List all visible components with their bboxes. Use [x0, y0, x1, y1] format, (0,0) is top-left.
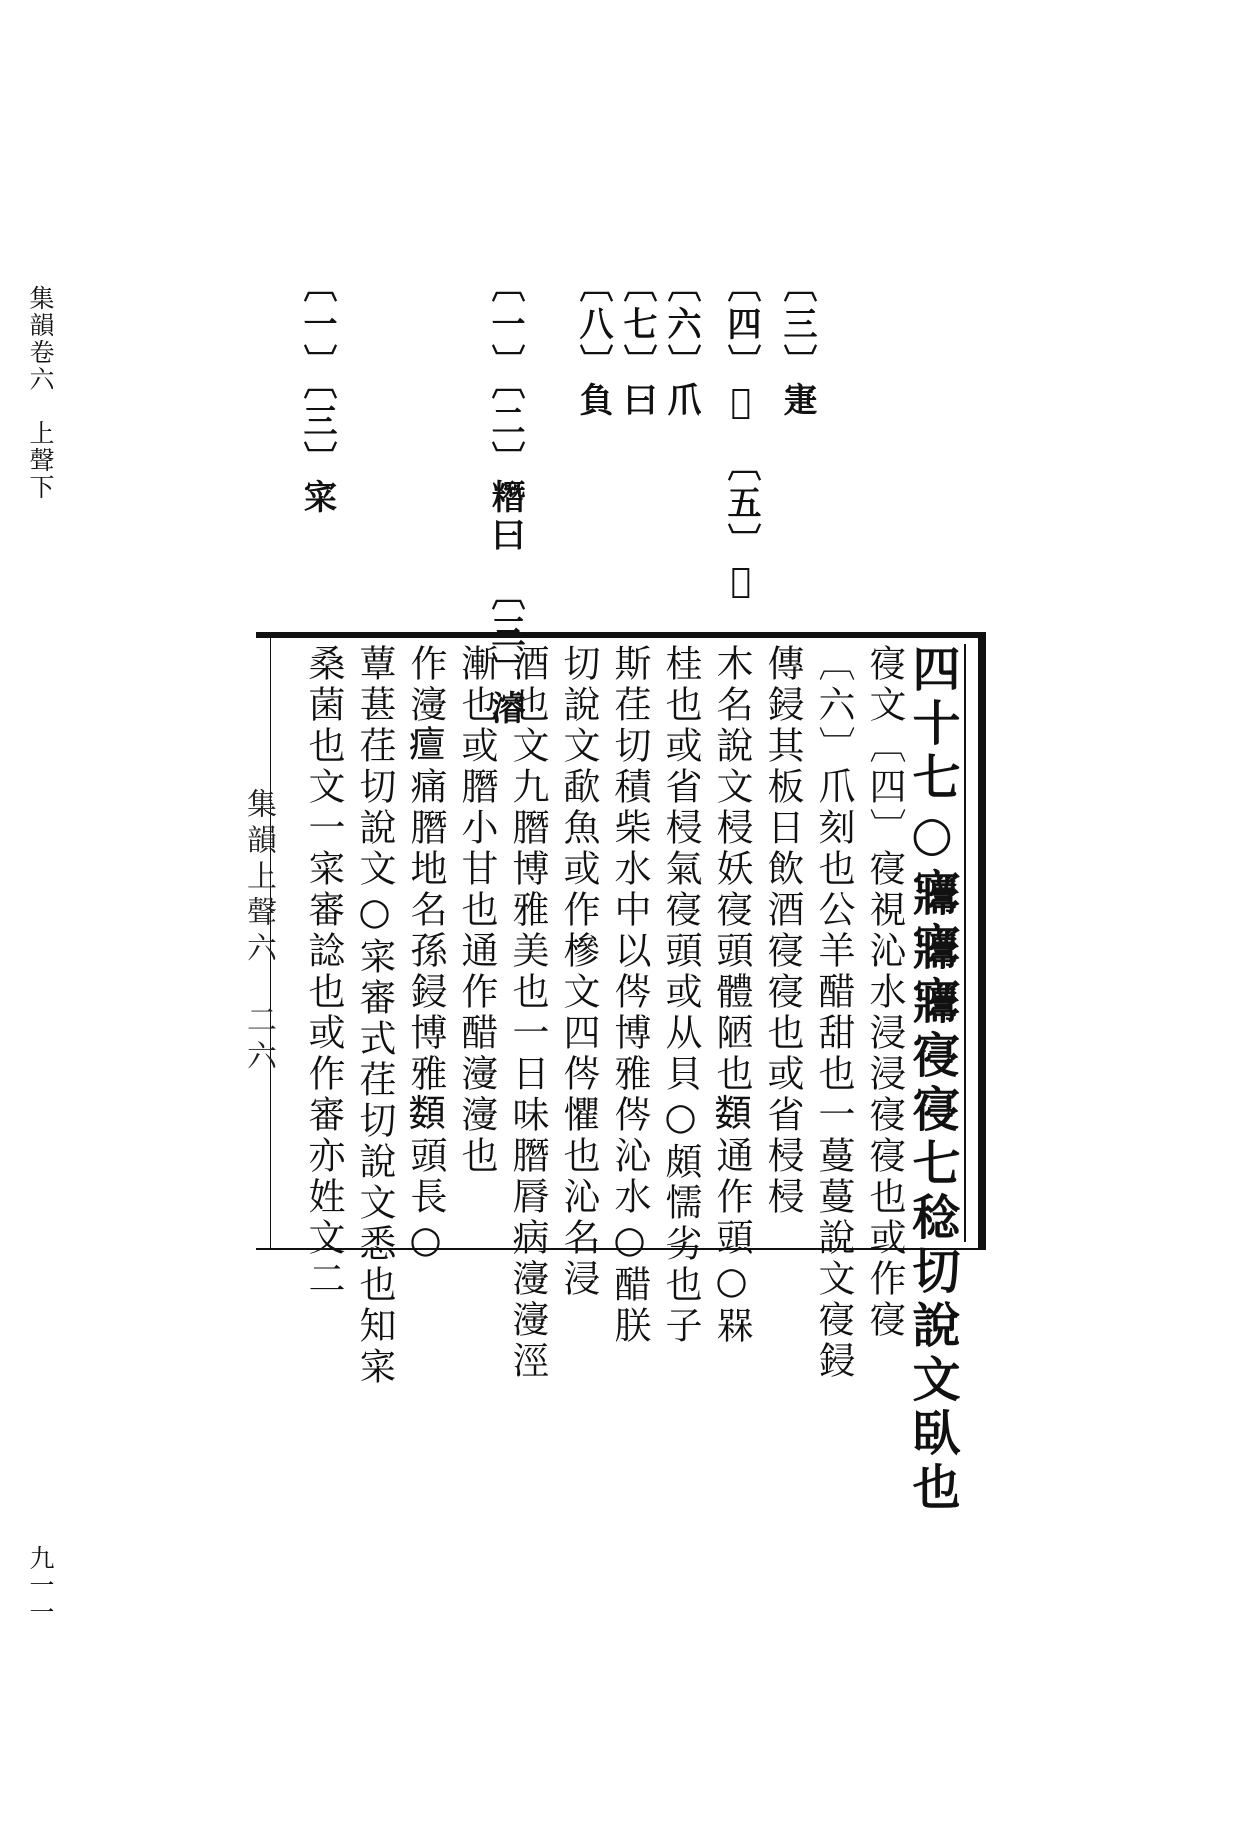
- collation-note: 〔一〕〔三〕寀: [297, 268, 337, 517]
- page-number: 九一一: [26, 1545, 55, 1626]
- text-column: 木名說文梫妖寑頭體陋也𩔗通作頭○槑: [710, 644, 753, 1347]
- text-column: 四十七○㝲㝲㝲寑寑七稔切說文臥也: [904, 644, 960, 1516]
- text-column: 傳鋟其板日飲酒寑寑也或省梫梫: [761, 644, 804, 1218]
- text-column: 桑菌也文一寀審諗也或作審亦姓文二: [302, 644, 345, 1300]
- text-column: 斯荏切積柴水中以侺博雅侺沁水○醋朕: [608, 644, 651, 1347]
- text-column: 桂也或省梫氣寑頭或从貝○頗懦劣也子: [659, 644, 702, 1347]
- collation-note: 〔六〕爪: [661, 268, 701, 420]
- collation-note: 〔一〕〔二〕糣曰 〔三〕濬: [485, 268, 525, 728]
- centre-fold-text: 集韻上聲六 二六: [241, 788, 276, 1076]
- text-column: 〔六〕爪刻也公羊醋甜也一蔓蔓說文寑鋟: [812, 644, 855, 1382]
- collation-note: 〔四〕𤶎 〔五〕𥜖: [721, 268, 761, 605]
- collation-note: 〔七〕曰: [617, 268, 657, 420]
- text-column: 切說文歃魚或作槮文四侺懼也沁名浸: [557, 644, 600, 1300]
- text-column: 漸也或䐶小甘也通作醋濅濅也: [455, 644, 498, 1177]
- text-column: 酒也文九䐶博雅美也一日味䐶脣病濅濅涇: [506, 644, 549, 1382]
- text-column: 蕈葚荏切說文○寀審式荏切說文悉也知寀: [353, 644, 396, 1388]
- collation-note: 〔三〕寁: [777, 268, 817, 420]
- text-column: 寑文〔四〕寑視沁水浸浸寑寑也或作寑: [863, 644, 906, 1341]
- frame-inner-rule: [964, 644, 966, 1242]
- text-frame: [241, 632, 986, 1516]
- collation-note: 〔八〕負: [573, 268, 613, 420]
- margin-title: 集韻卷六 上聲下: [26, 285, 55, 501]
- text-column: 作濅𤺺痛䐶地名孫鋟博雅𩔗頭長○: [404, 644, 447, 1265]
